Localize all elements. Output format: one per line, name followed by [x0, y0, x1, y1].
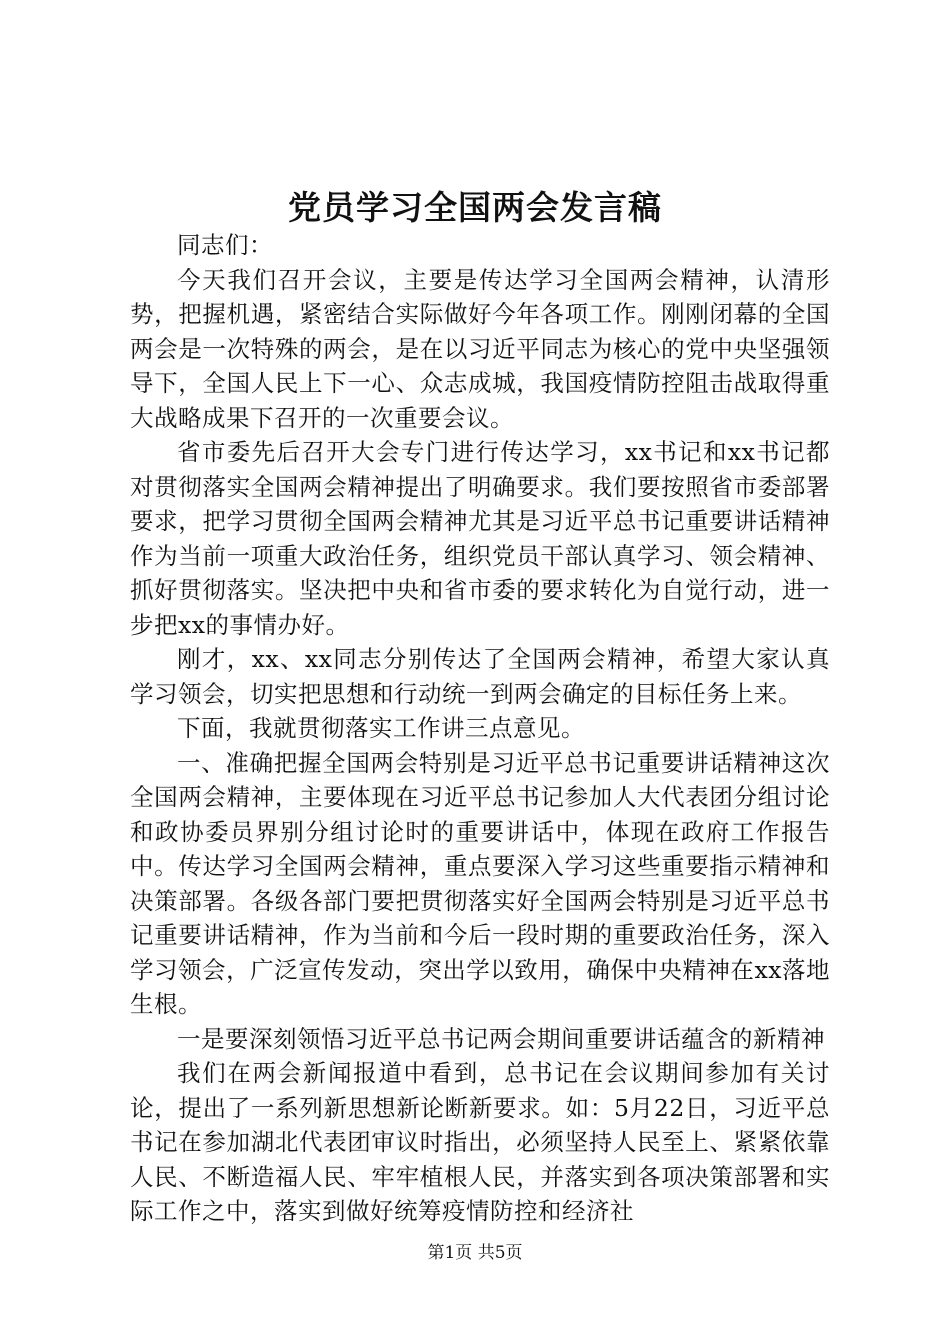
page-number-footer: 第1页 共5页 — [427, 1243, 523, 1263]
paragraph: 我们在两会新闻报道中看到，总书记在会议期间参加有关讨论，提出了一系列新思想新论断新要求。如：5月22日，习近平总书记在参加湖北代表团审议时指出，必须坚持人民至上、紧紧依靠人民、不断造福人民、牢牢植根人民，并落实到各项决策部署和实际工作之中，落实到做好统筹疫情防控和经济社 — [130, 1059, 830, 1225]
paragraph: 今天我们召开会议，主要是传达学习全国两会精神，认清形势，把握机遇，紧密结合实际做好今年各项工作。刚刚闭幕的全国两会是一次特殊的两会，是在以习近平同志为核心的党中央坚强领导下，全国人民上下一心、众志成城，我国疫情防控阻击战取得重大战略成果下召开的一次重要会议。 — [130, 265, 830, 432]
paragraph: 下面，我就贯彻落实工作讲三点意见。 — [177, 714, 585, 742]
paragraph: 省市委先后召开大会专门进行传达学习，xx书记和xx书记都对贯彻落实全国两会精神提出了明确要求。我们要按照省市委部署要求，把学习贯彻全国两会精神尤其是习近平总书记重要讲话精神作为当前一项重大政治任务，组织党员干部认真学习、领会精神、抓好贯彻落实。坚决把中央和省市委的要求转化为自觉行动，进一步把xx的事情办好。 — [130, 438, 830, 639]
document-title: 党员学习全国两会发言稿 — [288, 188, 662, 227]
section-heading-paragraph: 一、准确把握全国两会特别是习近平总书记重要讲话精神这次全国两会精神，主要体现在习近平总书记参加人大代表团分组讨论和政协委员界别分组讨论时的重要讲话中，体现在政府工作报告中。传达学习全国两会精神，重点要深入学习这些重要指示精神和决策部署。各级各部门要把贯彻落实好全国两会特别是习近平总书记重要讲话精神，作为当前和今后一段时期的重要政治任务，深入学习领会，广泛宣传发动，突出学以致用，确保中央精神在xx落地生根。 — [130, 748, 830, 1018]
paragraph-greeting: 同志们： — [177, 231, 273, 259]
document-body — [130, 228, 830, 1229]
paragraph: 刚才，xx、xx同志分别传达了全国两会精神，希望大家认真学习领会，切实把思想和行动统一到两会确定的目标任务上来。 — [130, 645, 830, 708]
subsection-heading: 一是要深刻领悟习近平总书记两会期间重要讲话蕴含的新精神 — [177, 1024, 825, 1053]
